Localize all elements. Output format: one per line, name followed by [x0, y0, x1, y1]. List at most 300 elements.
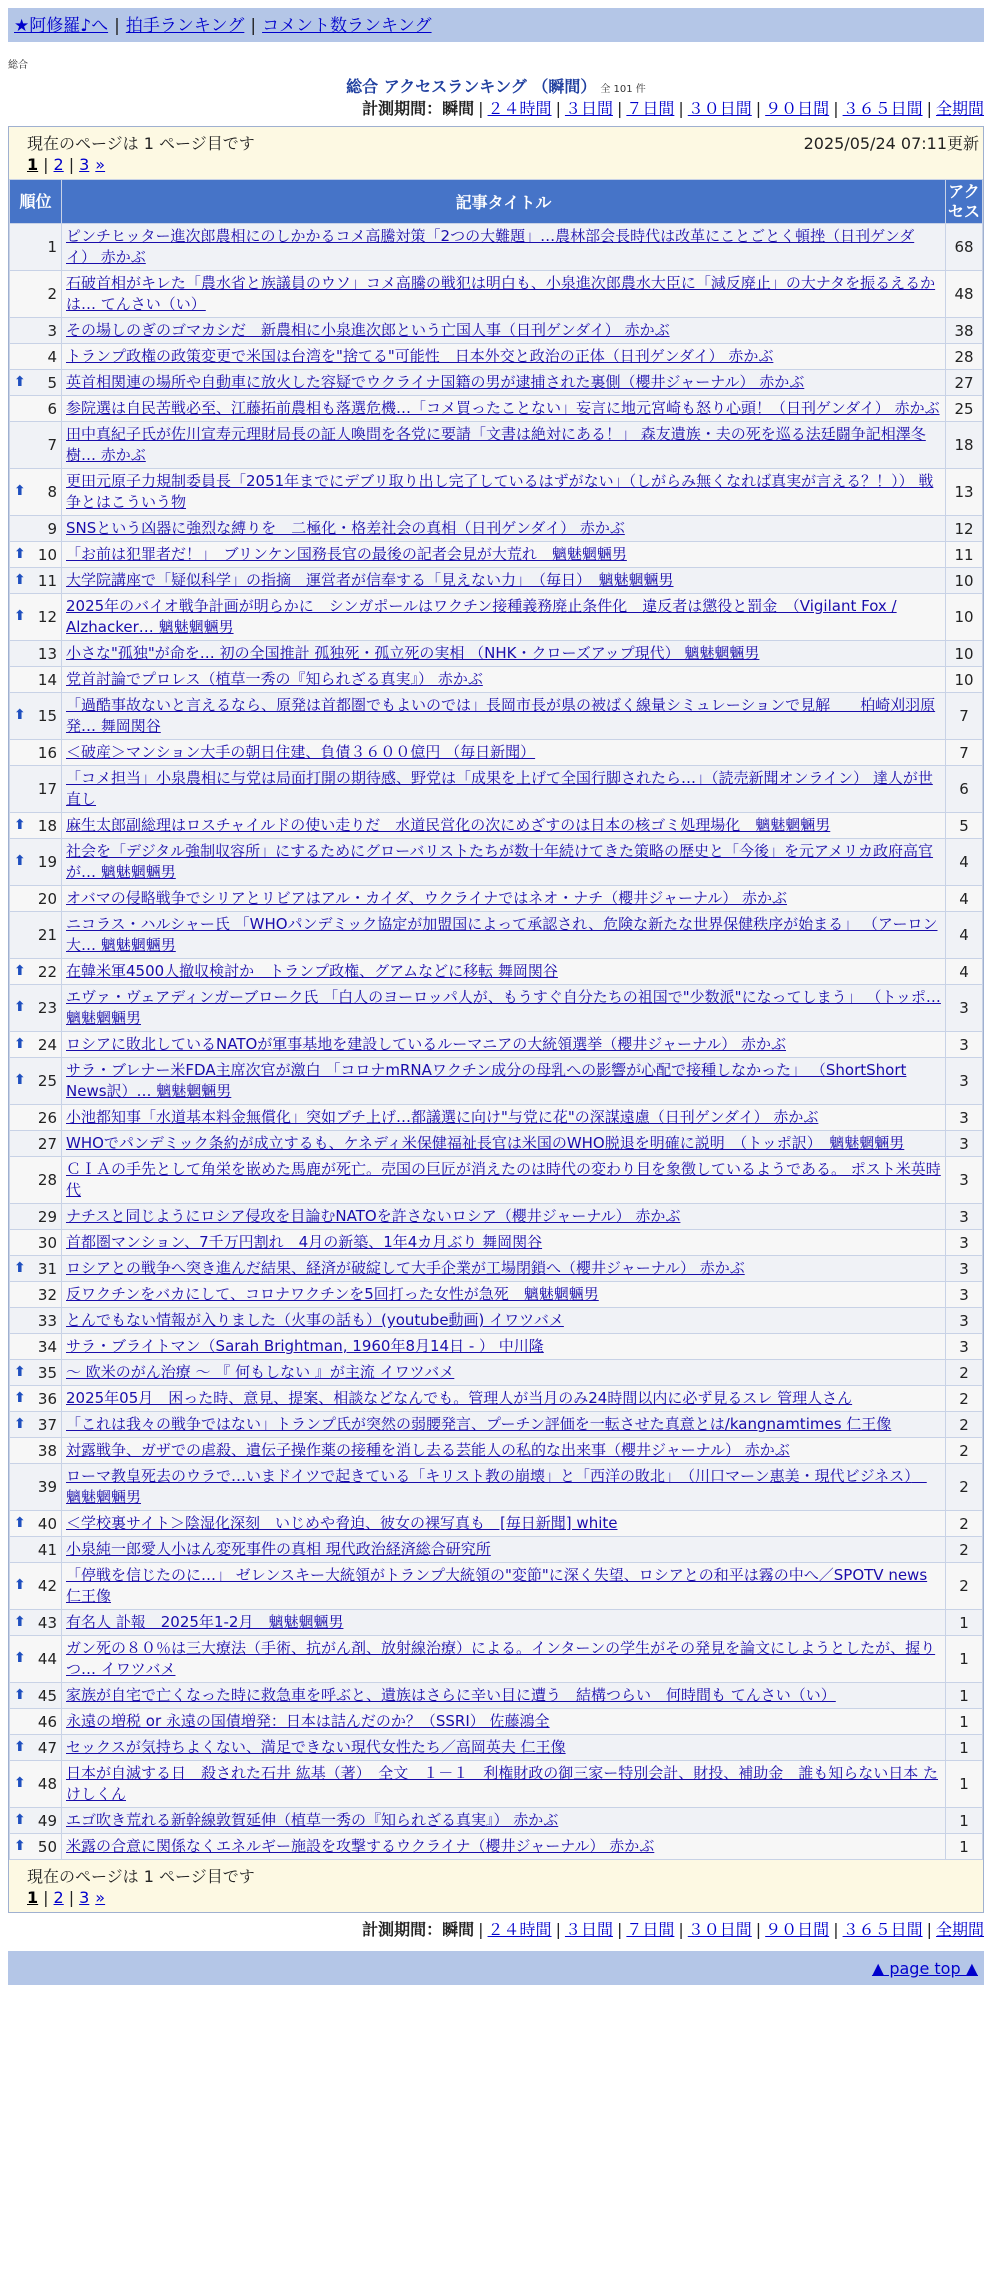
title-cell [62, 1105, 946, 1131]
access-count: 3 [946, 1256, 983, 1282]
article-link[interactable]: その場しのぎのゴマカシだ 新農相に小泉進次郎という亡国人事（日刊ゲンダイ） 赤かぶ [66, 321, 670, 339]
table-row [10, 271, 983, 318]
rank-number: 1 [47, 238, 57, 256]
up-arrow-icon: ⬆ [14, 1686, 26, 1703]
article-link[interactable]: 大学院講座で「疑似科学」の指摘 運営者が信奉する「見えない力」 （毎日） 魑魅魍魎男 [66, 571, 674, 589]
article-link[interactable]: 麻生太郎副総理はロスチャイルドの使い走りだ 水道民営化の次にめざすのは日本の核ゴミ処理場化 魑魅魍魎男 [66, 816, 831, 834]
article-link[interactable]: 「過酷事故ないと言えるなら、原発は首都圏でもよいのでは」長岡市長が県の被ばく線量シミュレーションで見解 柏崎刈羽原発… 舞岡関谷 [66, 696, 936, 735]
article-link[interactable]: ＜学校裏サイト＞陰湿化深刻 いじめや脅迫、彼女の裸写真も [毎日新聞] white [66, 1514, 618, 1532]
page-link[interactable]: 3 [79, 155, 90, 174]
table-row [10, 1438, 983, 1464]
page-top-link[interactable]: ▲ page top ▲ [871, 1959, 978, 1978]
page-link-current[interactable]: 1 [27, 155, 39, 174]
title-cell [62, 1761, 946, 1808]
period-link[interactable]: ２４時間 [487, 99, 552, 118]
access-count: 3 [946, 1204, 983, 1230]
access-count: 7 [946, 693, 983, 740]
period-separator: | [833, 1920, 839, 1939]
period-separator: | [926, 99, 932, 118]
nav-separator: | [114, 16, 120, 36]
rank-number: 15 [37, 707, 57, 725]
rank-number: 21 [37, 926, 57, 944]
rank-cell [10, 667, 62, 693]
article-link[interactable]: 2025年のバイオ戦争計画が明らかに シンガポールはワクチン接種義務廃止条件化 違反者は懲役と罰金 （Vigilant Fox / Alzhacker… 魑魅魍魎男 [66, 597, 897, 636]
rank-cell [10, 1511, 62, 1537]
table-row [10, 766, 983, 813]
ranking-table [9, 179, 983, 1860]
rank-cell [10, 469, 62, 516]
access-count: 10 [946, 641, 983, 667]
article-link[interactable]: ガン死の８０％は三大療法（手術、抗がん剤、放射線治療）による。インターンの学生がその発見を論文にしようとしたが、握りつ… イワツバメ [66, 1639, 936, 1678]
nav-clap-ranking-link[interactable]: 拍手ランキング [125, 16, 245, 36]
rank-cell [10, 594, 62, 641]
access-count: 1 [946, 1709, 983, 1735]
article-link[interactable]: 対露戦争、ガザでの虐殺、遺伝子操作薬の接種を消し去る芸能人の私的な出来事（櫻井ジャーナル） 赤かぶ [66, 1441, 790, 1459]
access-count: 1 [946, 1636, 983, 1683]
period-link[interactable]: ９０日間 [765, 1920, 830, 1939]
article-link[interactable]: 小さな"孤独"が命を… 初の全国推計 孤独死・孤立死の実相 （NHK・クローズアップ現代） 魑魅魍魎男 [66, 644, 760, 662]
rank-number: 13 [37, 644, 57, 663]
rank-number: 22 [37, 962, 57, 981]
rank-number: 20 [37, 889, 57, 908]
rank-cell [10, 740, 62, 766]
rank-cell [10, 985, 62, 1032]
up-arrow-icon: ⬆ [14, 853, 26, 869]
period-link[interactable]: ７日間 [626, 99, 675, 118]
up-arrow-icon: ⬆ [14, 1363, 26, 1380]
access-count: 3 [946, 1032, 983, 1058]
title-cell [62, 813, 946, 839]
page-title-line [8, 74, 984, 96]
title-cell [62, 1032, 946, 1058]
period-selector-top [8, 98, 984, 120]
access-count: 3 [946, 1157, 983, 1204]
access-count: 3 [946, 1058, 983, 1105]
article-link[interactable]: SNSという凶器に強烈な縛りを 二極化・格差社会の真相（日刊ゲンダイ） 赤かぶ [66, 519, 625, 537]
period-separator: | [478, 1920, 484, 1939]
title-cell [62, 766, 946, 813]
title-cell [62, 422, 946, 469]
page-link[interactable]: 2 [53, 155, 64, 174]
total-count: 全 101 件 [600, 84, 646, 95]
period-label: 計測期間： [362, 1920, 443, 1939]
rank-number: 19 [37, 853, 57, 871]
article-link[interactable]: セックスが気持ちよくない、満足できない現代女性たち／高岡英夫 仁王像 [66, 1738, 566, 1756]
period-separator: | [616, 1920, 623, 1939]
page-link-current[interactable]: 1 [27, 1888, 39, 1907]
rank-number: 12 [37, 608, 57, 626]
article-link[interactable]: オバマの侵略戦争でシリアとリビアはアル・カイダ、ウクライナではネオ・ナチ（櫻井ジャーナル） 赤かぶ [66, 889, 788, 907]
article-link[interactable]: ＣＩＡの手先として角栄を嵌めた馬鹿が死亡。売国の巨匠が消えたのは時代の変わり目を象徴しているようである。 ポスト米英時代 [66, 1160, 941, 1199]
table-row [10, 839, 983, 886]
article-link[interactable]: 日本が自滅する日 殺された石井 紘基（著） 全文 １－１ 利権財政の御三家ー特別会計、財投、補助金 誰も知らない日本 たけしくん [66, 1764, 939, 1803]
access-count: 2 [946, 1412, 983, 1438]
rank-cell [10, 1438, 62, 1464]
access-count: 1 [946, 1683, 983, 1709]
rank-number: 37 [37, 1415, 57, 1434]
article-link[interactable]: 更田元原子力規制委員長「2051年までにデブリ取り出し完了しているはずがない」（しがらみ無くなれば真実が言える？！）） 戦争とはこういう物 [66, 472, 934, 511]
access-count: 27 [946, 370, 983, 396]
rank-cell [10, 1683, 62, 1709]
rank-cell [10, 1761, 62, 1808]
rank-number: 33 [37, 1311, 57, 1330]
access-count: 13 [946, 469, 983, 516]
up-arrow-icon: ⬆ [14, 1837, 26, 1854]
article-link[interactable]: ロシアとの戦争へ突き進んだ結果、経済が破綻して大手企業が工場閉鎖へ（櫻井ジャーナル） 赤かぶ [66, 1259, 745, 1277]
table-row [10, 594, 983, 641]
page [8, 8, 984, 1985]
table-row [10, 422, 983, 469]
table-row [10, 813, 983, 839]
up-arrow-icon: ⬆ [14, 1389, 26, 1406]
up-arrow-icon: ⬆ [14, 1035, 26, 1052]
table-row [10, 1563, 983, 1610]
column-header-access: アクセス [946, 180, 983, 224]
article-link[interactable]: 小池都知事「水道基本料金無償化」突如ブチ上げ…都議選に向け"与党に花"の深謀遠慮（日刊ゲンダイ） 赤かぶ [66, 1108, 819, 1126]
access-count: 38 [946, 318, 983, 344]
access-count: 68 [946, 224, 983, 271]
access-count: 2 [946, 1360, 983, 1386]
table-row [10, 370, 983, 396]
period-separator: | [833, 99, 839, 118]
title-cell [62, 396, 946, 422]
page-separator: | [43, 1888, 49, 1907]
rank-number: 6 [47, 399, 57, 418]
rank-number: 47 [37, 1738, 57, 1757]
page-separator: | [68, 1888, 75, 1907]
period-link[interactable]: ３６５日間 [842, 1920, 923, 1939]
table-row [10, 886, 983, 912]
rank-number: 48 [37, 1775, 57, 1793]
period-link[interactable]: ７日間 [626, 1920, 675, 1939]
pagination-top [27, 155, 105, 174]
period-separator: | [926, 1920, 932, 1939]
title-cell [62, 1511, 946, 1537]
article-link[interactable]: サラ・ブライトマン（Sarah Brightman, 1960年8月14日 - ） 中川隆 [66, 1337, 544, 1355]
title-cell [62, 1636, 946, 1683]
table-row [10, 1308, 983, 1334]
rank-number: 30 [37, 1233, 57, 1252]
rank-number: 9 [47, 519, 57, 538]
ranking-box [8, 126, 984, 1913]
access-count: 25 [946, 396, 983, 422]
table-row [10, 1131, 983, 1157]
rank-cell [10, 1308, 62, 1334]
title-cell [62, 568, 946, 594]
rank-cell [10, 1282, 62, 1308]
article-link[interactable]: 石破首相がキレた「農水省と族議員のウソ」コメ高騰の戦犯は明白も、小泉進次郎農水大臣に「減反廃止」の大ナタを振るえるかは… てんさい（い） [66, 274, 936, 313]
title-cell [62, 1709, 946, 1735]
period-link[interactable]: ３日間 [564, 1920, 613, 1939]
rank-cell [10, 516, 62, 542]
period-current: 瞬間 [442, 1920, 475, 1939]
title-cell [62, 1834, 946, 1860]
rank-cell [10, 568, 62, 594]
rank-number: 28 [37, 1171, 57, 1189]
article-link[interactable]: トランプ政権の政策変更で米国は台湾を"捨てる"可能性 日本外交と政治の正体（日刊ゲンダイ） 赤かぶ [66, 347, 774, 365]
article-link[interactable]: ナチスと同じようにロシア侵攻を目論むNATOを許さないロシア（櫻井ジャーナル） 赤かぶ [66, 1207, 681, 1225]
table-row [10, 1204, 983, 1230]
article-link[interactable]: 「コメ担当」小泉農相に与党は局面打開の期待感、野党は「成果を上げて全国行脚されたら…」（読売新聞オンライン） 達人が世直し [66, 769, 933, 808]
period-separator: | [755, 1920, 762, 1939]
title-cell [62, 344, 946, 370]
table-row [10, 1412, 983, 1438]
article-link[interactable]: エゴ吹き荒れる新幹線敦賀延伸（植草一秀の『知られざる真実』） 赤かぶ [66, 1811, 559, 1829]
rank-number: 44 [37, 1650, 57, 1668]
column-header-rank: 順位 [10, 180, 62, 224]
title-cell [62, 1464, 946, 1511]
rank-cell [10, 542, 62, 568]
rank-cell [10, 1256, 62, 1282]
access-count: 3 [946, 1308, 983, 1334]
current-page-text: 現在のページは 1 ページ目です [27, 134, 255, 153]
article-link[interactable]: 米露の合意に関係なくエネルギー施設を攻撃するウクライナ（櫻井ジャーナル） 赤かぶ [66, 1837, 655, 1855]
article-link[interactable]: 首都圏マンション、7千万円割れ 4月の新築、1年4カ月ぶり 舞岡関谷 [66, 1233, 543, 1251]
title-cell [62, 1563, 946, 1610]
up-arrow-icon: ⬆ [14, 608, 26, 624]
rank-number: 27 [37, 1134, 57, 1153]
title-cell [62, 1058, 946, 1105]
table-row [10, 1256, 983, 1282]
up-arrow-icon: ⬆ [14, 1811, 26, 1828]
table-row [10, 344, 983, 370]
title-cell [62, 1735, 946, 1761]
article-link[interactable]: 参院選は自民苦戦必至、江藤拓前農相も落選危機…「コメ買ったことない」妄言に地元宮崎も怒り心頭！（日刊ゲンダイ） 赤かぶ [66, 399, 940, 417]
article-link[interactable]: WHOでパンデミック条約が成立するも、ケネディ米保健福祉長官は米国のWHO脱退を明確に説明 （トッポ訳） 魑魅魍魎男 [66, 1134, 905, 1152]
access-count: 10 [946, 594, 983, 641]
period-link[interactable]: ２４時間 [487, 1920, 552, 1939]
period-link[interactable]: ３０日間 [687, 1920, 752, 1939]
rank-cell [10, 1386, 62, 1412]
up-arrow-icon: ⬆ [14, 816, 26, 833]
table-row [10, 1511, 983, 1537]
rank-cell [10, 1032, 62, 1058]
article-link[interactable]: 2025年05月 困った時、意見、提案、相談などなんでも。管理人が当月のみ24時間以内に必ず見るスレ 管理人さん [66, 1389, 853, 1407]
up-arrow-icon: ⬆ [14, 1259, 26, 1276]
article-link[interactable]: 家族が自宅で亡くなった時に救急車を呼ぶと、遺族はさらに辛い目に遭う 結構つらい 何時間も てんさい（い） [66, 1686, 836, 1704]
title-cell [62, 1334, 946, 1360]
article-link[interactable]: 反ワクチンをバカにして、コロナワクチンを5回打った女性が急死 魑魅魍魎男 [66, 1285, 599, 1303]
bottom-bar [8, 1951, 984, 1985]
table-row [10, 641, 983, 667]
article-link[interactable]: 社会を「デジタル強制収容所」にするためにグローバリストたちが数十年続けてきた策略の歴史と「今後」を元アメリカ政府高官が… 魑魅魍魎男 [66, 842, 934, 881]
rank-cell [10, 886, 62, 912]
rank-number: 5 [47, 373, 57, 392]
access-count: 10 [946, 667, 983, 693]
access-count: 5 [946, 813, 983, 839]
period-label: 計測期間： [362, 99, 443, 118]
article-link[interactable]: 小泉純一郎愛人小はん変死事件の真相 現代政治経済総合研究所 [66, 1540, 491, 1558]
title-cell [62, 1131, 946, 1157]
rank-number: 41 [37, 1540, 57, 1559]
article-link[interactable]: ニコラス・ハルシャー氏 「WHOパンデミック協定が加盟国によって承認され、危険な新たな世界保健秩序が始まる」 （アーロン大… 魑魅魍魎男 [66, 915, 938, 954]
article-link[interactable]: とんでもない情報が入りました（火事の話も）(youtube動画) イワツバメ [66, 1311, 564, 1329]
rank-number: 11 [37, 571, 57, 590]
rank-number: 26 [37, 1108, 57, 1127]
period-separator: | [555, 1920, 561, 1939]
table-row [10, 469, 983, 516]
period-current: 瞬間 [442, 99, 475, 118]
rank-number: 7 [47, 436, 57, 454]
rank-cell [10, 1105, 62, 1131]
access-count: 1 [946, 1834, 983, 1860]
page-current [27, 155, 38, 174]
rank-number: 16 [37, 743, 57, 762]
access-count: 4 [946, 959, 983, 985]
table-row [10, 667, 983, 693]
rank-cell [10, 1709, 62, 1735]
access-count: 1 [946, 1761, 983, 1808]
rank-number: 42 [37, 1577, 57, 1595]
up-arrow-icon: ⬆ [14, 1577, 26, 1593]
page-separator: | [43, 155, 49, 174]
access-count: 4 [946, 839, 983, 886]
nav-home-link[interactable]: ★阿修羅♪へ [14, 16, 109, 36]
page-link[interactable]: 2 [53, 1888, 64, 1907]
title-cell [62, 1683, 946, 1709]
article-link[interactable]: エヴァ・ヴェアディンガーブローク氏 「白人のヨーロッパ人が、もうすぐ自分たちの祖国で"少数派"になってしまう」 （トッポ… 魑魅魍魎男 [66, 988, 941, 1027]
up-arrow-icon: ⬆ [14, 483, 26, 499]
table-row [10, 1334, 983, 1360]
period-link[interactable]: ９０日間 [765, 99, 830, 118]
article-link[interactable]: 英首相関連の場所や自動車に放火した容疑でウクライナ国籍の男が逮捕された裏側（櫻井ジャーナル） 赤かぶ [66, 373, 805, 391]
rank-number: 8 [47, 483, 57, 501]
rank-number: 24 [37, 1035, 57, 1054]
rank-cell [10, 1735, 62, 1761]
rank-cell [10, 396, 62, 422]
access-count: 4 [946, 912, 983, 959]
title-cell [62, 318, 946, 344]
title-cell [62, 1308, 946, 1334]
rank-cell [10, 813, 62, 839]
access-count: 7 [946, 740, 983, 766]
article-link[interactable]: 田中真紀子氏が佐川宣寿元理財局長の証人喚問を各党に要請「文書は絶対にある！」 森友遺族・夫の死を巡る法廷闘争記相澤冬樹… 赤かぶ [66, 425, 926, 464]
article-link[interactable]: サラ・ブレナー米FDA主席次官が激白 「コロナmRNAワクチン成分の母乳への影響が心配で接種しなかった」 （ShortShort News訳）… 魑魅魍魎男 [66, 1061, 907, 1100]
access-count: 2 [946, 1537, 983, 1563]
period-link[interactable]: 全期間 [935, 99, 984, 118]
period-separator: | [678, 1920, 684, 1939]
access-count: 1 [946, 1735, 983, 1761]
period-separator: | [678, 99, 684, 118]
period-separator: | [755, 99, 762, 118]
up-arrow-icon: ⬆ [14, 707, 26, 723]
title-cell [62, 1438, 946, 1464]
rank-number: 38 [37, 1441, 57, 1460]
rank-cell [10, 693, 62, 740]
title-cell [62, 667, 946, 693]
title-cell [62, 912, 946, 959]
access-count: 3 [946, 1282, 983, 1308]
article-link[interactable]: ローマ教皇死去のウラで…いまドイツで起きている「キリスト教の崩壊」と「西洋の敗北」 （川口マーン惠美・現代ビジネス） 魑魅魍魎男 [66, 1467, 927, 1506]
access-count: 4 [946, 886, 983, 912]
article-link[interactable]: 「停戦を信じたのに…」 ゼレンスキー大統領がトランプ大統領の"変節"に深く失望、ロシアとの和平は霧の中へ／SPOTV news 仁王像 [66, 1566, 928, 1605]
table-row [10, 1610, 983, 1636]
rank-number: 2 [47, 285, 57, 303]
table-row [10, 959, 983, 985]
article-link[interactable]: ＜破産＞マンション大手の朝日住建、負債３６００億円 （毎日新聞） [66, 743, 536, 761]
nav-comment-ranking-link[interactable]: コメント数ランキング [262, 16, 432, 36]
article-link[interactable]: 党首討論でプロレス（植草一秀の『知られざる真実』） 赤かぶ [66, 670, 483, 688]
page-link[interactable]: 3 [79, 1888, 90, 1907]
period-link[interactable]: ３日間 [564, 99, 613, 118]
rank-cell [10, 1131, 62, 1157]
up-arrow-icon: ⬆ [14, 1738, 26, 1755]
access-count: 6 [946, 766, 983, 813]
article-link[interactable]: ～ 欧米のがん治療 ～ 『 何もしない 』が主流 イワツバメ [66, 1363, 455, 1381]
rank-cell [10, 1412, 62, 1438]
title-cell [62, 469, 946, 516]
rank-cell [10, 912, 62, 959]
page-next-link[interactable]: » [95, 1888, 106, 1907]
table-row [10, 396, 983, 422]
title-cell [62, 1386, 946, 1412]
rank-cell [10, 344, 62, 370]
title-cell [62, 959, 946, 985]
rank-cell [10, 1334, 62, 1360]
article-link[interactable]: 有名人 訃報 2025年1-2月 魑魅魍魎男 [66, 1613, 344, 1631]
page-title: 総合 アクセスランキング （瞬間） [346, 77, 597, 96]
period-link[interactable]: ３６５日間 [842, 99, 923, 118]
article-link[interactable]: 在韓米軍4500人撤収検討か トランプ政権、グアムなどに移転 舞岡関谷 [66, 962, 558, 980]
table-row [10, 1636, 983, 1683]
table-row [10, 1709, 983, 1735]
title-cell [62, 1610, 946, 1636]
up-arrow-icon: ⬆ [14, 1072, 26, 1088]
ranking-rows [10, 224, 983, 1860]
period-separator: | [555, 99, 561, 118]
title-cell [62, 1412, 946, 1438]
title-cell [62, 1282, 946, 1308]
up-arrow-icon: ⬆ [14, 545, 26, 562]
rank-number: 45 [37, 1686, 57, 1705]
page-next-link[interactable]: » [95, 155, 106, 174]
period-link[interactable]: ３０日間 [687, 99, 752, 118]
table-row [10, 912, 983, 959]
rank-cell [10, 1058, 62, 1105]
title-cell [62, 1808, 946, 1834]
article-link[interactable]: ピンチヒッター進次郎農相にのしかかるコメ高騰対策「2つの大難題」…農林部会長時代は改革にことごとく頓挫（日刊ゲンダイ） 赤かぶ [66, 227, 915, 266]
access-count: 28 [946, 344, 983, 370]
period-link[interactable]: 全期間 [935, 1920, 984, 1939]
rank-number: 50 [37, 1837, 57, 1856]
access-count: 3 [946, 1131, 983, 1157]
rank-cell [10, 1563, 62, 1610]
article-link[interactable]: 「これは我々の戦争ではない」トランプ氏が突然の弱腰発言、プーチン評価を一転させた真意とは/kangnamtimes 仁王像 [66, 1415, 892, 1433]
article-link[interactable]: 「お前は犯罪者だ！」 ブリンケン国務長官の最後の記者会見が大荒れ 魑魅魍魎男 [66, 545, 627, 563]
rank-number: 31 [37, 1259, 57, 1278]
table-row [10, 1386, 983, 1412]
table-row [10, 542, 983, 568]
period-separator: | [478, 99, 484, 118]
access-count: 11 [946, 542, 983, 568]
up-arrow-icon: ⬆ [14, 1775, 26, 1791]
table-row [10, 740, 983, 766]
title-cell [62, 1537, 946, 1563]
article-link[interactable]: ロシアに敗北しているNATOが軍事基地を建設しているルーマニアの大統領選挙（櫻井ジャーナル） 赤かぶ [66, 1035, 787, 1053]
access-count: 1 [946, 1610, 983, 1636]
article-link[interactable]: 永遠の増税 or 永遠の国債増発：日本は詰んだのか？（SSRI） 佐藤鴻全 [66, 1712, 550, 1730]
rank-number: 4 [47, 347, 57, 366]
table-row [10, 1761, 983, 1808]
rank-cell [10, 1537, 62, 1563]
rank-number: 29 [37, 1207, 57, 1226]
table-row [10, 1105, 983, 1131]
rank-number: 14 [37, 670, 57, 689]
page-footer [9, 1860, 983, 1912]
title-cell [62, 1204, 946, 1230]
top-nav-bar [8, 8, 984, 42]
rank-cell [10, 766, 62, 813]
